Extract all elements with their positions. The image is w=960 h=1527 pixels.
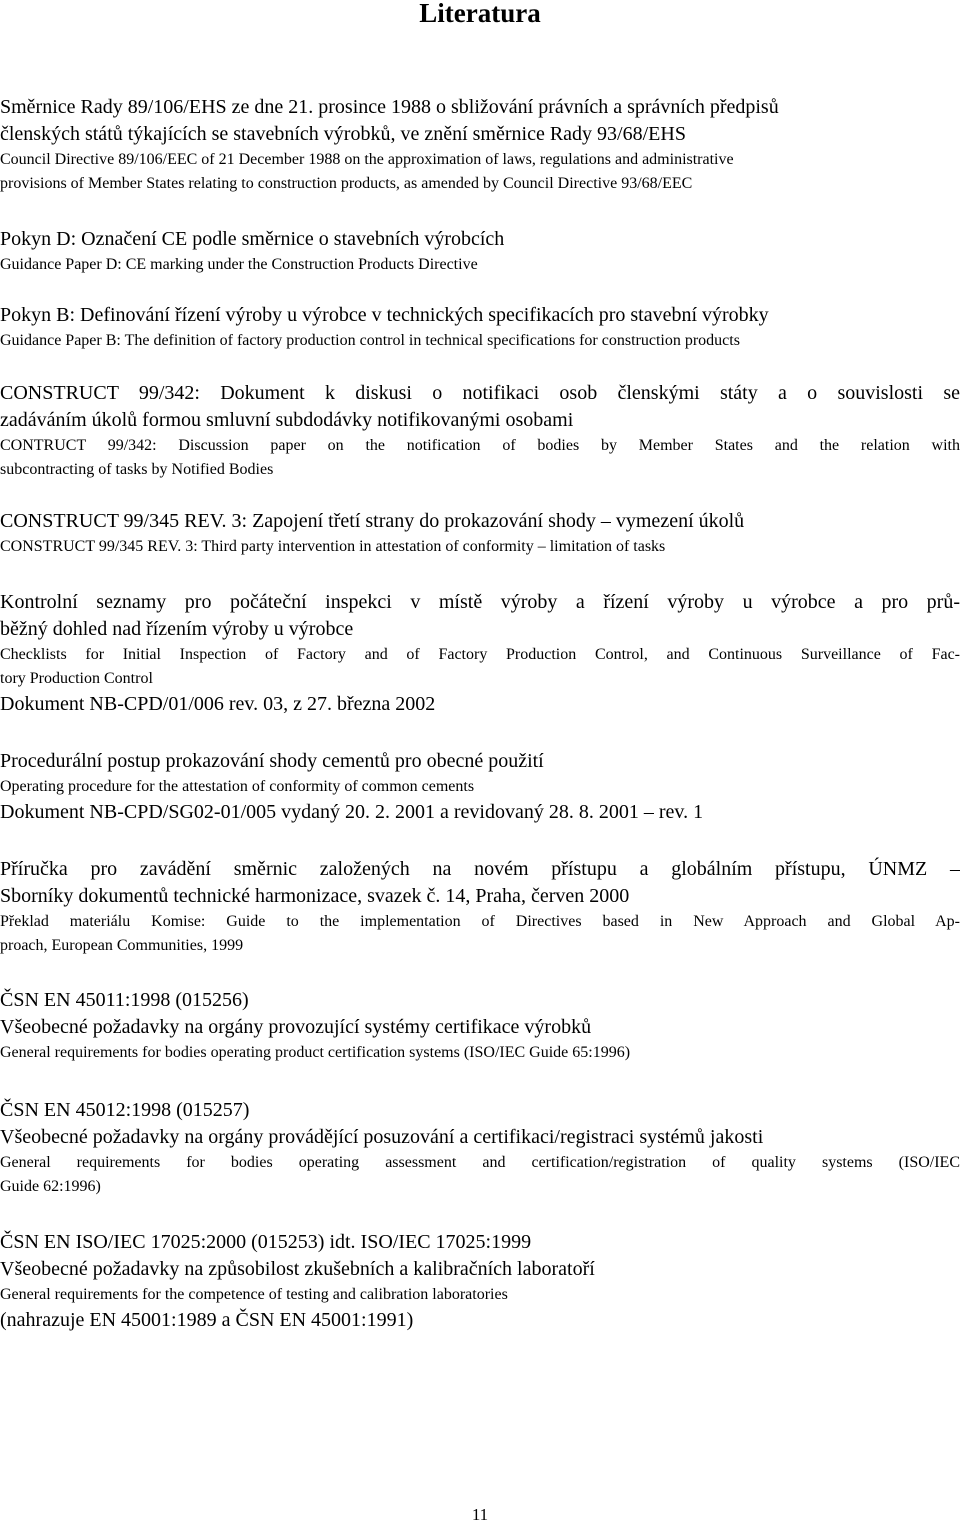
bibliography-entry — [0, 589, 960, 718]
entry-line: Kontrolní seznamy pro počáteční inspekci v místě výroby a řízení výroby u výrobce a pro prů- — [0, 591, 960, 613]
entry-line: Guidance Paper B: The definition of factory production control in technical specifications for construction products — [0, 332, 740, 349]
entry-line: tory Production Control — [0, 670, 153, 687]
bibliography-entry — [0, 987, 960, 1065]
entry-line: subcontracting of tasks by Notified Bodies — [0, 461, 274, 478]
entry-line: Pokyn B: Definování řízení výroby u výrobce v technických specifikacích pro stavební výrobky — [0, 304, 769, 326]
entry-line: ČSN EN 45012:1998 (015257) — [0, 1099, 250, 1121]
entry-line: CONSTRUCT 99/342: Dokument k diskusi o notifikaci osob členskými státy a o souvislosti se — [0, 382, 960, 404]
entry-line: ČSN EN 45011:1998 (015256) — [0, 989, 249, 1011]
entry-line: General requirements for bodies operating assessment and certification/registration of quality systems (ISO/IEC — [0, 1154, 960, 1171]
entry-line: zadáváním úkolů formou smluvní subdodávky notifikovanými osobami — [0, 409, 574, 431]
entry-line: Směrnice Rady 89/106/EHS ze dne 21. prosince 1988 o sbližování právních a správních předpisů — [0, 96, 779, 118]
entry-line: Všeobecné požadavky na orgány provádějící posuzování a certifikaci/registraci systémů jakosti — [0, 1126, 764, 1148]
bibliography-entry — [0, 748, 960, 826]
bibliography-entry — [0, 1097, 960, 1199]
entry-line: Procedurální postup prokazování shody cementů pro obecné použití — [0, 750, 544, 772]
entry-line: Překlad materiálu Komise: Guide to the implementation of Directives based in New Approach and Global Ap- — [0, 913, 960, 930]
entry-line: General requirements for the competence of testing and calibration laboratories — [0, 1286, 508, 1303]
entry-line: Checklists for Initial Inspection of Factory and of Factory Production Control, and Continuous Surveillance of Fac- — [0, 646, 960, 663]
entry-line: CONSTRUCT 99/345 REV. 3: Third party intervention in attestation of conformity – limitation of tasks — [0, 538, 666, 555]
page-title: Literatura — [419, 0, 541, 28]
entry-line: proach, European Communities, 1999 — [0, 937, 244, 954]
entry-line: Všeobecné požadavky na způsobilost zkušebních a kalibračních laboratoří — [0, 1258, 595, 1280]
entry-line: (nahrazuje EN 45001:1989 a ČSN EN 45001:1991) — [0, 1309, 414, 1331]
entry-line: General requirements for bodies operating product certification systems (ISO/IEC Guide 65:1996) — [0, 1044, 631, 1061]
entry-line: Dokument NB-CPD/01/006 rev. 03, z 27. března 2002 — [0, 693, 436, 715]
bibliography-entry — [0, 226, 960, 277]
entry-line: Pokyn D: Označení CE podle směrnice o stavebních výrobcích — [0, 228, 505, 250]
entry-line: Sborníky dokumentů technické harmonizace, svazek č. 14, Praha, červen 2000 — [0, 885, 630, 907]
entry-line: CONSTRUCT 99/345 REV. 3: Zapojení třetí strany do prokazování shody – vymezení úkolů — [0, 510, 745, 532]
bibliography-entry — [0, 94, 960, 196]
entry-line: Dokument NB-CPD/SG02-01/005 vydaný 20. 2. 2001 a revidovaný 28. 8. 2001 – rev. 1 — [0, 801, 704, 823]
page-number: 11 — [471, 1505, 489, 1524]
entry-line: Všeobecné požadavky na orgány provozující systémy certifikace výrobků — [0, 1016, 592, 1038]
entry-line: ČSN EN ISO/IEC 17025:2000 (015253) idt. ISO/IEC 17025:1999 — [0, 1231, 532, 1253]
entry-line: Operating procedure for the attestation of conformity of common cements — [0, 778, 475, 795]
bibliography-entry — [0, 508, 960, 559]
entry-line: Guide 62:1996) — [0, 1178, 101, 1195]
entry-line: Příručka pro zavádění směrnic založených na novém přístupu a globálním přístupu, ÚNMZ – — [0, 858, 960, 880]
entry-line: členských států týkajících se stavebních výrobků, ve znění směrnice Rady 93/68/EHS — [0, 123, 686, 145]
bibliography-entry — [0, 302, 960, 353]
bibliography-entry — [0, 1229, 960, 1334]
entry-line: běžný dohled nad řízením výroby u výrobce — [0, 618, 354, 640]
bibliography-entry — [0, 380, 960, 482]
entry-line: CONTRUCT 99/342: Discussion paper on the notification of bodies by Member States and the relation with — [0, 437, 960, 454]
bibliography-entry — [0, 856, 960, 958]
entry-line: Council Directive 89/106/EEC of 21 December 1988 on the approximation of laws, regulations and administrative — [0, 151, 734, 168]
entry-line: Guidance Paper D: CE marking under the Construction Products Directive — [0, 256, 478, 273]
entry-line: provisions of Member States relating to construction products, as amended by Council Directive 93/68/EEC — [0, 175, 693, 192]
